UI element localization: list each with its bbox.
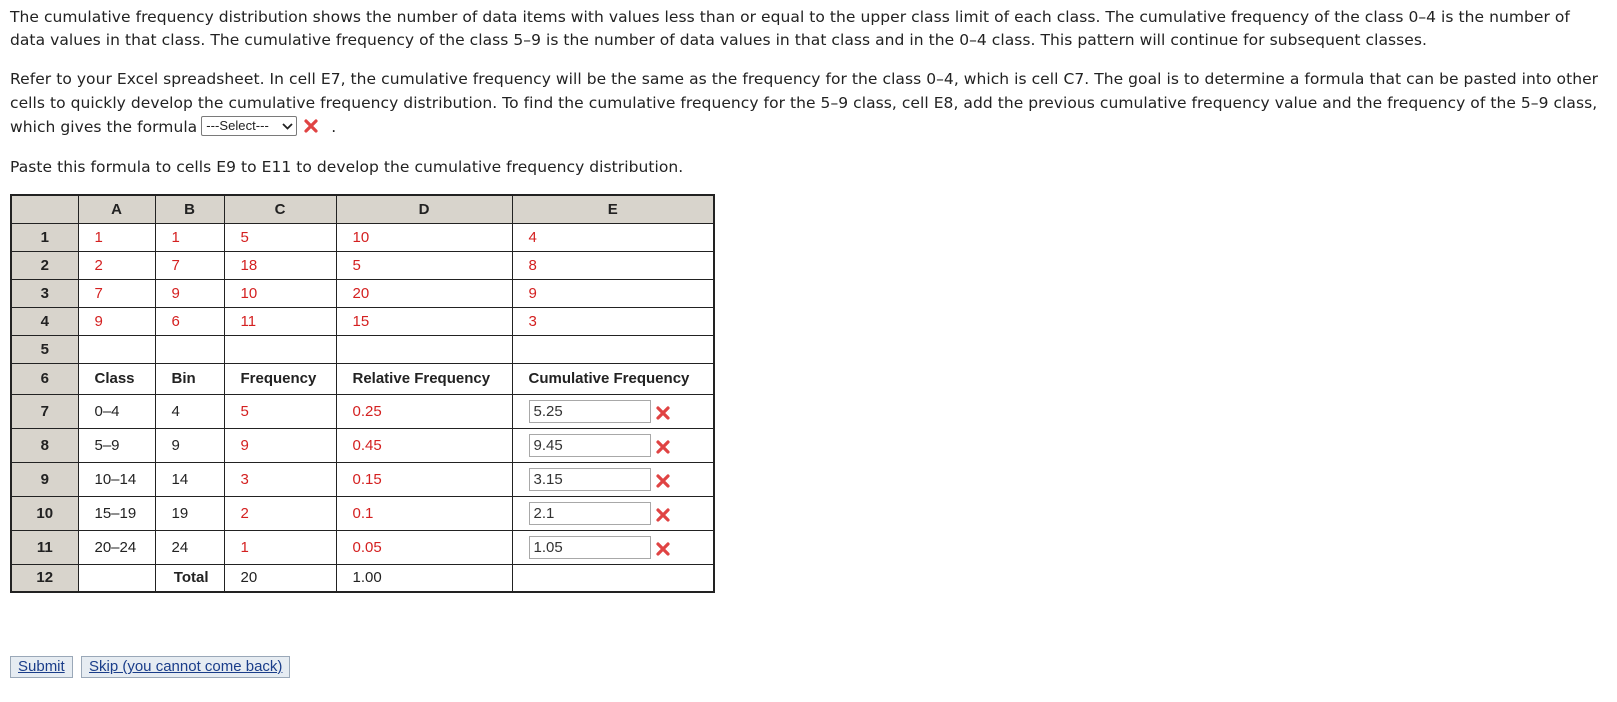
row-number: 1 [11, 223, 78, 251]
table-row [11, 496, 714, 530]
x-mark-icon [655, 473, 671, 489]
row-number: 4 [11, 307, 78, 335]
cumulative-frequency-input[interactable] [529, 502, 651, 525]
frequency-cell: 1 [224, 530, 336, 564]
instructions-paragraph-3: Paste this formula to cells E9 to E11 to develop the cumulative frequency distribution. [10, 158, 684, 176]
bin-header: Bin [155, 363, 224, 394]
row-number: 5 [11, 335, 78, 363]
total-frequency: 20 [224, 564, 336, 592]
spreadsheet-table [10, 194, 715, 593]
relative-frequency-header: Relative Frequency [336, 363, 512, 394]
class-cell: 0–4 [78, 394, 155, 428]
empty-cell [78, 564, 155, 592]
row-number: 12 [11, 564, 78, 592]
row-number: 9 [11, 462, 78, 496]
data-cell: 18 [224, 251, 336, 279]
table-row [11, 428, 714, 462]
row-number: 3 [11, 279, 78, 307]
class-cell: 5–9 [78, 428, 155, 462]
class-cell: 20–24 [78, 530, 155, 564]
column-header-e: E [512, 195, 714, 223]
table-row [11, 335, 714, 363]
row-number: 10 [11, 496, 78, 530]
cumulative-frequency-cell [512, 496, 714, 530]
row-number: 11 [11, 530, 78, 564]
sheet-corner [11, 195, 78, 223]
instructions-paragraph-1: The cumulative frequency distribution shows the number of data items with values less than or equal to the upper class limit of each class. The cumulative frequency of the class 0–4 is the number of data values in that class. The cumulative frequency of the class 5–9 is the number of data values in that class and in the 0–4 class. This pattern will continue for subsequent classes. [10, 8, 1570, 49]
total-label: Total [155, 564, 224, 592]
bin-cell: 24 [155, 530, 224, 564]
data-cell: 6 [155, 307, 224, 335]
chevron-down-icon [282, 121, 293, 131]
table-row [11, 251, 714, 279]
bin-cell: 9 [155, 428, 224, 462]
data-cell: 15 [336, 307, 512, 335]
table-row [11, 279, 714, 307]
data-cell: 1 [155, 223, 224, 251]
column-header-a: A [78, 195, 155, 223]
row-number: 7 [11, 394, 78, 428]
total-relative-frequency: 1.00 [336, 564, 512, 592]
data-cell: 4 [512, 223, 714, 251]
data-cell: 8 [512, 251, 714, 279]
submit-button[interactable]: Submit [10, 656, 73, 678]
cumulative-frequency-cell [512, 394, 714, 428]
cumulative-frequency-header: Cumulative Frequency [512, 363, 714, 394]
class-cell: 10–14 [78, 462, 155, 496]
empty-cell [336, 335, 512, 363]
bin-cell: 19 [155, 496, 224, 530]
x-mark-icon [655, 439, 671, 455]
data-cell: 9 [155, 279, 224, 307]
data-cell: 2 [78, 251, 155, 279]
x-mark-icon [655, 507, 671, 523]
data-cell: 9 [512, 279, 714, 307]
empty-cell [155, 335, 224, 363]
relative-frequency-cell: 0.15 [336, 462, 512, 496]
column-header-b: B [155, 195, 224, 223]
table-row [11, 462, 714, 496]
data-cell: 5 [224, 223, 336, 251]
empty-cell [78, 335, 155, 363]
instructions-paragraph-2-text: Refer to your Excel spreadsheet. In cell E7, the cumulative frequency will be the same as the frequency for the class 0–4, which is cell C7. The goal is to determine a formula that can be pasted into other cells to quickly develop the cumulative frequency distribution. To find the cumulative frequency for the 5–9 class, cell E8, add the previous cumulative frequency value and the frequency of the 5–9 class, which gives the formula [10, 70, 1599, 136]
data-cell: 3 [512, 307, 714, 335]
formula-select-value: ---Select--- [206, 117, 269, 133]
empty-cell [224, 335, 336, 363]
table-row [11, 307, 714, 335]
class-cell: 15–19 [78, 496, 155, 530]
data-cell: 7 [155, 251, 224, 279]
x-mark-icon [655, 541, 671, 557]
x-mark-icon [655, 405, 671, 421]
bin-cell: 4 [155, 394, 224, 428]
cumulative-frequency-input[interactable] [529, 400, 651, 423]
data-cell: 11 [224, 307, 336, 335]
bin-cell: 14 [155, 462, 224, 496]
data-cell: 1 [78, 223, 155, 251]
row-number: 6 [11, 363, 78, 394]
class-header: Class [78, 363, 155, 394]
cumulative-frequency-cell [512, 462, 714, 496]
data-cell: 10 [224, 279, 336, 307]
relative-frequency-cell: 0.05 [336, 530, 512, 564]
relative-frequency-cell: 0.45 [336, 428, 512, 462]
data-cell: 9 [78, 307, 155, 335]
empty-cell [512, 335, 714, 363]
total-row [11, 564, 714, 592]
empty-cell [512, 564, 714, 592]
frequency-header: Frequency [224, 363, 336, 394]
frequency-cell: 9 [224, 428, 336, 462]
column-header-d: D [336, 195, 512, 223]
cumulative-frequency-cell [512, 530, 714, 564]
table-row [11, 530, 714, 564]
header-row [11, 363, 714, 394]
cumulative-frequency-cell [512, 428, 714, 462]
cumulative-frequency-input[interactable] [529, 536, 651, 559]
frequency-cell: 5 [224, 394, 336, 428]
relative-frequency-cell: 0.25 [336, 394, 512, 428]
relative-frequency-cell: 0.1 [336, 496, 512, 530]
skip-button[interactable]: Skip (you cannot come back) [81, 656, 290, 678]
formula-end-period: . [331, 118, 337, 136]
data-cell: 7 [78, 279, 155, 307]
data-cell: 20 [336, 279, 512, 307]
data-cell: 10 [336, 223, 512, 251]
row-number: 2 [11, 251, 78, 279]
frequency-cell: 2 [224, 496, 336, 530]
data-cell: 5 [336, 251, 512, 279]
formula-select[interactable] [201, 116, 297, 136]
cumulative-frequency-input[interactable] [529, 434, 651, 457]
row-number: 8 [11, 428, 78, 462]
table-row [11, 394, 714, 428]
frequency-cell: 3 [224, 462, 336, 496]
cumulative-frequency-input[interactable] [529, 468, 651, 491]
instructions-paragraph-2 [10, 67, 1605, 139]
table-row [11, 223, 714, 251]
x-mark-icon [303, 118, 319, 134]
column-header-c: C [224, 195, 336, 223]
